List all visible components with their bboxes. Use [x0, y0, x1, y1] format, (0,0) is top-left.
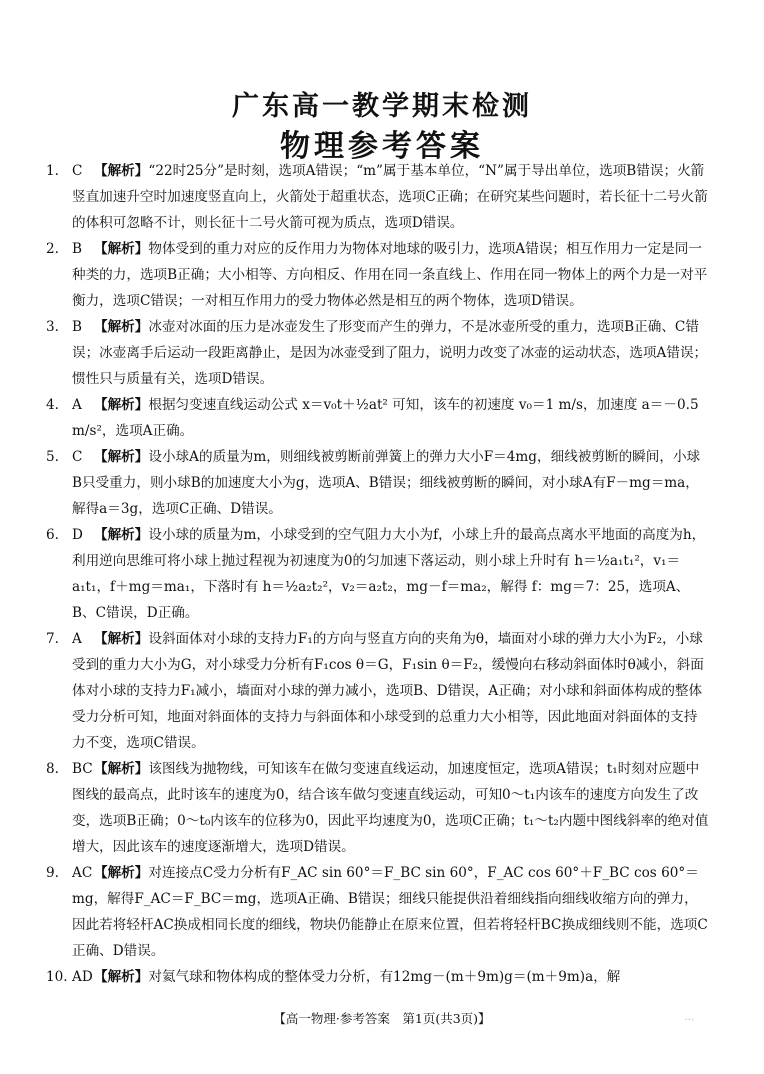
question-number: 7.: [46, 631, 59, 647]
analysis-text: “22时25分”是时刻，选项A错误；“m”属于基本单位，“N”属于导出单位，选项B错误；火箭竖直加速升空时加速度竖直向上，火箭处于超重状态，选项C正确；在研究某些问题时，若长征十二号火箭的体积可忽略不计，则长征十二号火箭可视为质点，选项D错误。: [72, 163, 708, 231]
analysis-tag: 【解析】: [94, 527, 149, 543]
page-footer: 【高一物理·参考答案 第1页(共3页)】: [273, 1011, 491, 1026]
analysis-tag: 【解析】: [94, 631, 149, 647]
question-2: [46, 236, 710, 314]
analysis-tag: 【解析】: [94, 449, 149, 465]
analysis-text: 该图线为抛物线，可知该车在做匀变速直线运动，加速度恒定，选项A错误；t₁时刻对应题中图线的最高点，此时该车的速度为0，结合该车做匀变速直线运动，可知0～t₁内该车的速度方向发生了改变，选项B正确；0～t₀内该车的位移为0，因此平均速度为0，选项C正确；t₁～t₂内题中图线斜率的绝对值增大，因此该车的速度逐渐增大，选项D错误。: [72, 761, 709, 855]
document-subtitle: 物理参考答案: [280, 129, 484, 164]
question-answer: BC: [72, 761, 93, 777]
question-3: [46, 314, 710, 392]
question-answer: A: [72, 397, 82, 413]
question-answer: B: [72, 319, 82, 335]
analysis-tag: 【解析】: [94, 397, 149, 413]
question-8: [46, 756, 710, 860]
question-1: [46, 158, 710, 236]
question-9: [46, 860, 710, 964]
question-number: 3.: [46, 319, 59, 335]
analysis-text: 设小球的质量为m，小球受到的空气阻力大小为f，小球上升的最高点离水平地面的高度为h，利用逆向思维可将小球上抛过程视为初速度为0的匀加速下落运动，则小球上升时有 h＝½a₁t₁²，v₁＝a₁t₁，f＋mg＝ma₁，下落时有 h＝½a₂t₂²，v₂＝a₂t₂，mg－f＝ma₂，解得 f：mg＝7：25，选项A、B、C错误，D正确。: [72, 527, 706, 621]
question-6: [46, 522, 710, 626]
question-number: 10.: [46, 969, 68, 985]
question-number: 6.: [46, 527, 59, 543]
analysis-text: 对连接点C受力分析有F_AC sin 60°＝F_BC sin 60°，F_AC cos 60°＋F_BC cos 60°＝mg，解得F_AC＝F_BC＝mg，选项A正确、B错误；细线只能提供沿着细线指向细线收缩方向的弹力，因此若将轻杆AC换成相同长度的细线，物块仍能静止在原来位置，但若将轻杆BC换成细线则不能，选项C正确、D错误。: [72, 865, 708, 959]
question-answer: AD: [72, 969, 93, 985]
question-answer: C: [72, 449, 83, 465]
question-number: 4.: [46, 397, 59, 413]
question-7: [46, 626, 710, 756]
analysis-tag: 【解析】: [94, 163, 149, 179]
analysis-text: 冰壶对冰面的压力是冰壶发生了形变而产生的弹力，不是冰壶所受的重力，选项B正确、C错误；冰壶离手后运动一段距离静止，是因为冰壶受到了阻力，说明力改变了冰壶的运动状态，选项A错误；惯性只与质量有关，选项D错误。: [72, 319, 708, 387]
analysis-tag: 【解析】: [94, 865, 149, 881]
corner-mark: ...: [684, 1012, 694, 1023]
question-4: [46, 392, 710, 444]
question-10: [46, 964, 710, 990]
question-answer: C: [72, 163, 83, 179]
analysis-text: 物体受到的重力对应的反作用力为物体对地球的吸引力，选项A错误；相互作用力一定是同一种类的力，选项B正确；大小相等、方向相反、作用在同一条直线上、作用在同一物体上的两个力是一对平衡力，选项C错误；一对相互作用力的受力物体必然是相互的两个物体，选项D错误。: [72, 241, 708, 309]
question-5: [46, 444, 710, 522]
question-number: 8.: [46, 761, 59, 777]
analysis-tag: 【解析】: [94, 761, 149, 777]
analysis-text: 设小球A的质量为m，则细线被剪断前弹簧上的弹力大小F＝4mg，细线被剪断的瞬间，小球B只受重力，则小球B的加速度大小为g，选项A、B错误；细线被剪断的瞬间，对小球A有F－mg＝ma，解得a＝3g，选项C正确、D错误。: [72, 449, 701, 517]
analysis-tag: 【解析】: [94, 969, 149, 985]
analysis-text: 根据匀变速直线运动公式 x＝v₀t＋½at² 可知，该车的初速度 v₀＝1 m/s，加速度 a＝－0.5 m/s²，选项A正确。: [72, 397, 699, 439]
analysis-text: 对氦气球和物体构成的整体受力分析，有12mg－(m＋9m)g＝(m＋9m)a，解: [148, 969, 621, 985]
question-number: 1.: [46, 163, 59, 179]
question-answer: D: [72, 527, 83, 543]
analysis-tag: 【解析】: [94, 241, 149, 257]
question-number: 9.: [46, 865, 59, 881]
question-answer: B: [72, 241, 82, 257]
answer-list: [46, 158, 710, 990]
analysis-text: 设斜面体对小球的支持力F₁的方向与竖直方向的夹角为θ，墙面对小球的弹力大小为F₂，小球受到的重力大小为G，对小球受力分析有F₁cos θ＝G，F₁sin θ＝F₂，缓慢向右移动斜面体时θ减小，斜面体对小球的支持力F₁减小，墙面对小球的弹力减小，选项B、D错误，A正确；对小球和斜面体构成的整体受力分析可知，地面对斜面体的支持力与斜面体和小球受到的总重力大小相等，因此地面对斜面体的支持力不变，选项C错误。: [72, 631, 704, 751]
analysis-tag: 【解析】: [94, 319, 149, 335]
question-answer: A: [72, 631, 82, 647]
document-title: 广东高一教学期末检测: [232, 91, 532, 122]
question-answer: AC: [72, 865, 93, 881]
question-number: 5.: [46, 449, 59, 465]
question-number: 2.: [46, 241, 59, 257]
